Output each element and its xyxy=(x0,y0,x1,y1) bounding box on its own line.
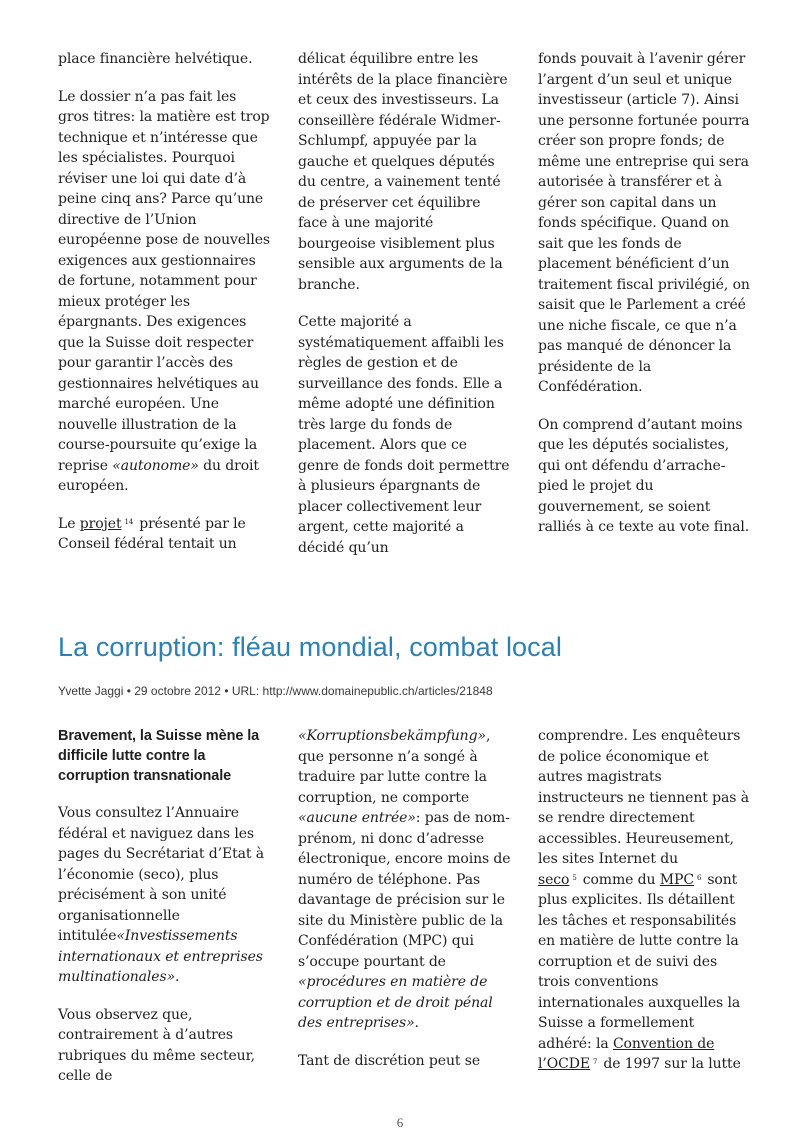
article-title: La corruption: fléau mondial, combat local xyxy=(58,632,562,662)
top-col1-para-1: place financière helvétique. xyxy=(58,51,253,67)
mpc-link[interactable]: MPC xyxy=(659,871,694,888)
top-col3-para-2: On comprend d’autant moins que les députés socialistes, qui ont défendu d’arrache-pied le projet du gouvernement, se soient ralliés à ce texte au vote final. xyxy=(538,416,750,535)
ocde-convention-link[interactable]: Convention de l’OCDE xyxy=(538,1035,715,1072)
article-column-3 xyxy=(538,726,751,1092)
footnote-ref-14: 14 xyxy=(124,517,134,526)
projet-link[interactable]: projet xyxy=(79,515,122,532)
emphasis-autonome: «autonome» xyxy=(112,457,199,474)
article-byline: Yvette Jaggi • 29 octobre 2012 • URL: http://www.domainepublic.ch/articles/21848 xyxy=(58,684,493,698)
footnote-ref-5: 5 xyxy=(572,873,577,882)
top-col3-para-1: fonds pouvait à l’avenir gérer l’argent d’un seul et unique investisseur (article 7). Ainsi une personne fortunée pourra créer son propre fonds; de même une entreprise qui sera autorisée à transférer et à gérer son capital dans un fonds spécifique. Quand on sait que les fonds de placement bénéficient d’un traitement fiscal privilégié, on saisit que le Parlement a créé une niche fiscale, ce que n’a pas manqué de dénoncer la présidente de la Confédération. xyxy=(538,51,750,395)
article-col1-para-2: Vous observez que, contrairement à d’autres rubriques du même secteur, celle de xyxy=(58,1006,255,1084)
top-col1-para-3: Le projet $^{14}$ présenté par le Conseil fédéral tentait un xyxy=(58,515,246,552)
top-column-1 xyxy=(58,49,271,572)
article-lead: Bravement, la Suisse mène la difficile lutte contre la corruption transnationale xyxy=(58,728,260,784)
top-col2-para-2: Cette majorité a systématiquement affaibli les règles de gestion et de surveillance des fonds. Elle a même adopté une définition très large du fonds de placement. Alors que ce genre de fonds doit permettre à plusieurs épargnants de placer collectivement leur argent, cette majorité a décidé qu’un xyxy=(298,314,510,556)
article-column-1 xyxy=(58,726,271,1104)
footnote-ref-7: 7 xyxy=(592,1058,598,1066)
seco-link[interactable]: seco xyxy=(538,871,570,888)
top-col1-para-2: Le dossier n’a pas fait les gros titres: la matière est trop technique et n’intéresse que les spécialistes. Pourquoi réviser une loi qui date d’à peine cinq ans? Parce qu’une directive de l’Union européenne pose de nouvelles exigences aux gestionnaires de fortune, notamment pour mieux protéger les épargnants. Des exigences que la Suisse doit respecter pour garantir l’accès des gestionnaires helvétiques au marché européen. Une nouvelle illustration de la course-poursuite qu’exige la reprise «autonome» du droit européen. xyxy=(58,88,271,494)
article-col2-para-1: «Korruptionsbekämpfung», que personne n’a songé à traduire par lutte contre la corruption, ne comporte «aucune entrée»: pas de nom-prénom, ni donc d’adresse électronique, encore moins de numéro de téléphone. Pas davantage de précision sur le site du Ministère public de la Confédération (MPC) qui s’occupe pourtant de «procédures en matière de corruption et de droit pénal des entreprises». xyxy=(298,728,511,1031)
top-column-2 xyxy=(298,49,511,575)
article-col1-para-1: Vous consultez l’Annuaire fédéral et naviguez dans les pages du Secrétariat d’Etat à l’économie (seco), plus précisément à son unité organisationnelle intitulée«Investissements internationaux et entreprises multinationales». xyxy=(58,805,265,985)
article-col3-para-1: comprendre. Les enquêteurs de police économique et autres magistrats instructeurs ne tiennent pas à se rendre directement accessibles. Heureusement, les sites Internet du seco $^5$ comme du MPC $^6$ sont plus explicites. Ils détaillent les tâches et responsabilités en matière de lutte contre la corruption et de suivi des trois conventions internationales auxquelles la Suisse a formellement adhéré: la Convention de l’OCDE $^7$ de 1997 sur la lutte xyxy=(538,728,749,1072)
article-col2-para-2: Tant de discrétion peut se xyxy=(298,1052,481,1069)
article-column-2 xyxy=(298,726,511,1088)
top-col2-para-1: délicat équilibre entre les intérêts de la place financière et ceux des investisseurs. La conseillère fédérale Widmer-Schlumpf, appuyée par la gauche et quelques députés du centre, a vainement tenté de préserver cet équilibre face à une majorité bourgeoise visiblement plus sensible aux arguments de la branche. xyxy=(298,51,508,293)
emphasis-investissements: «Investissements internationaux et entreprises multinationales» xyxy=(58,928,263,985)
top-column-3 xyxy=(538,49,751,555)
page-number: 6 xyxy=(396,1115,404,1130)
footnote-ref-6: 6 xyxy=(696,873,702,882)
